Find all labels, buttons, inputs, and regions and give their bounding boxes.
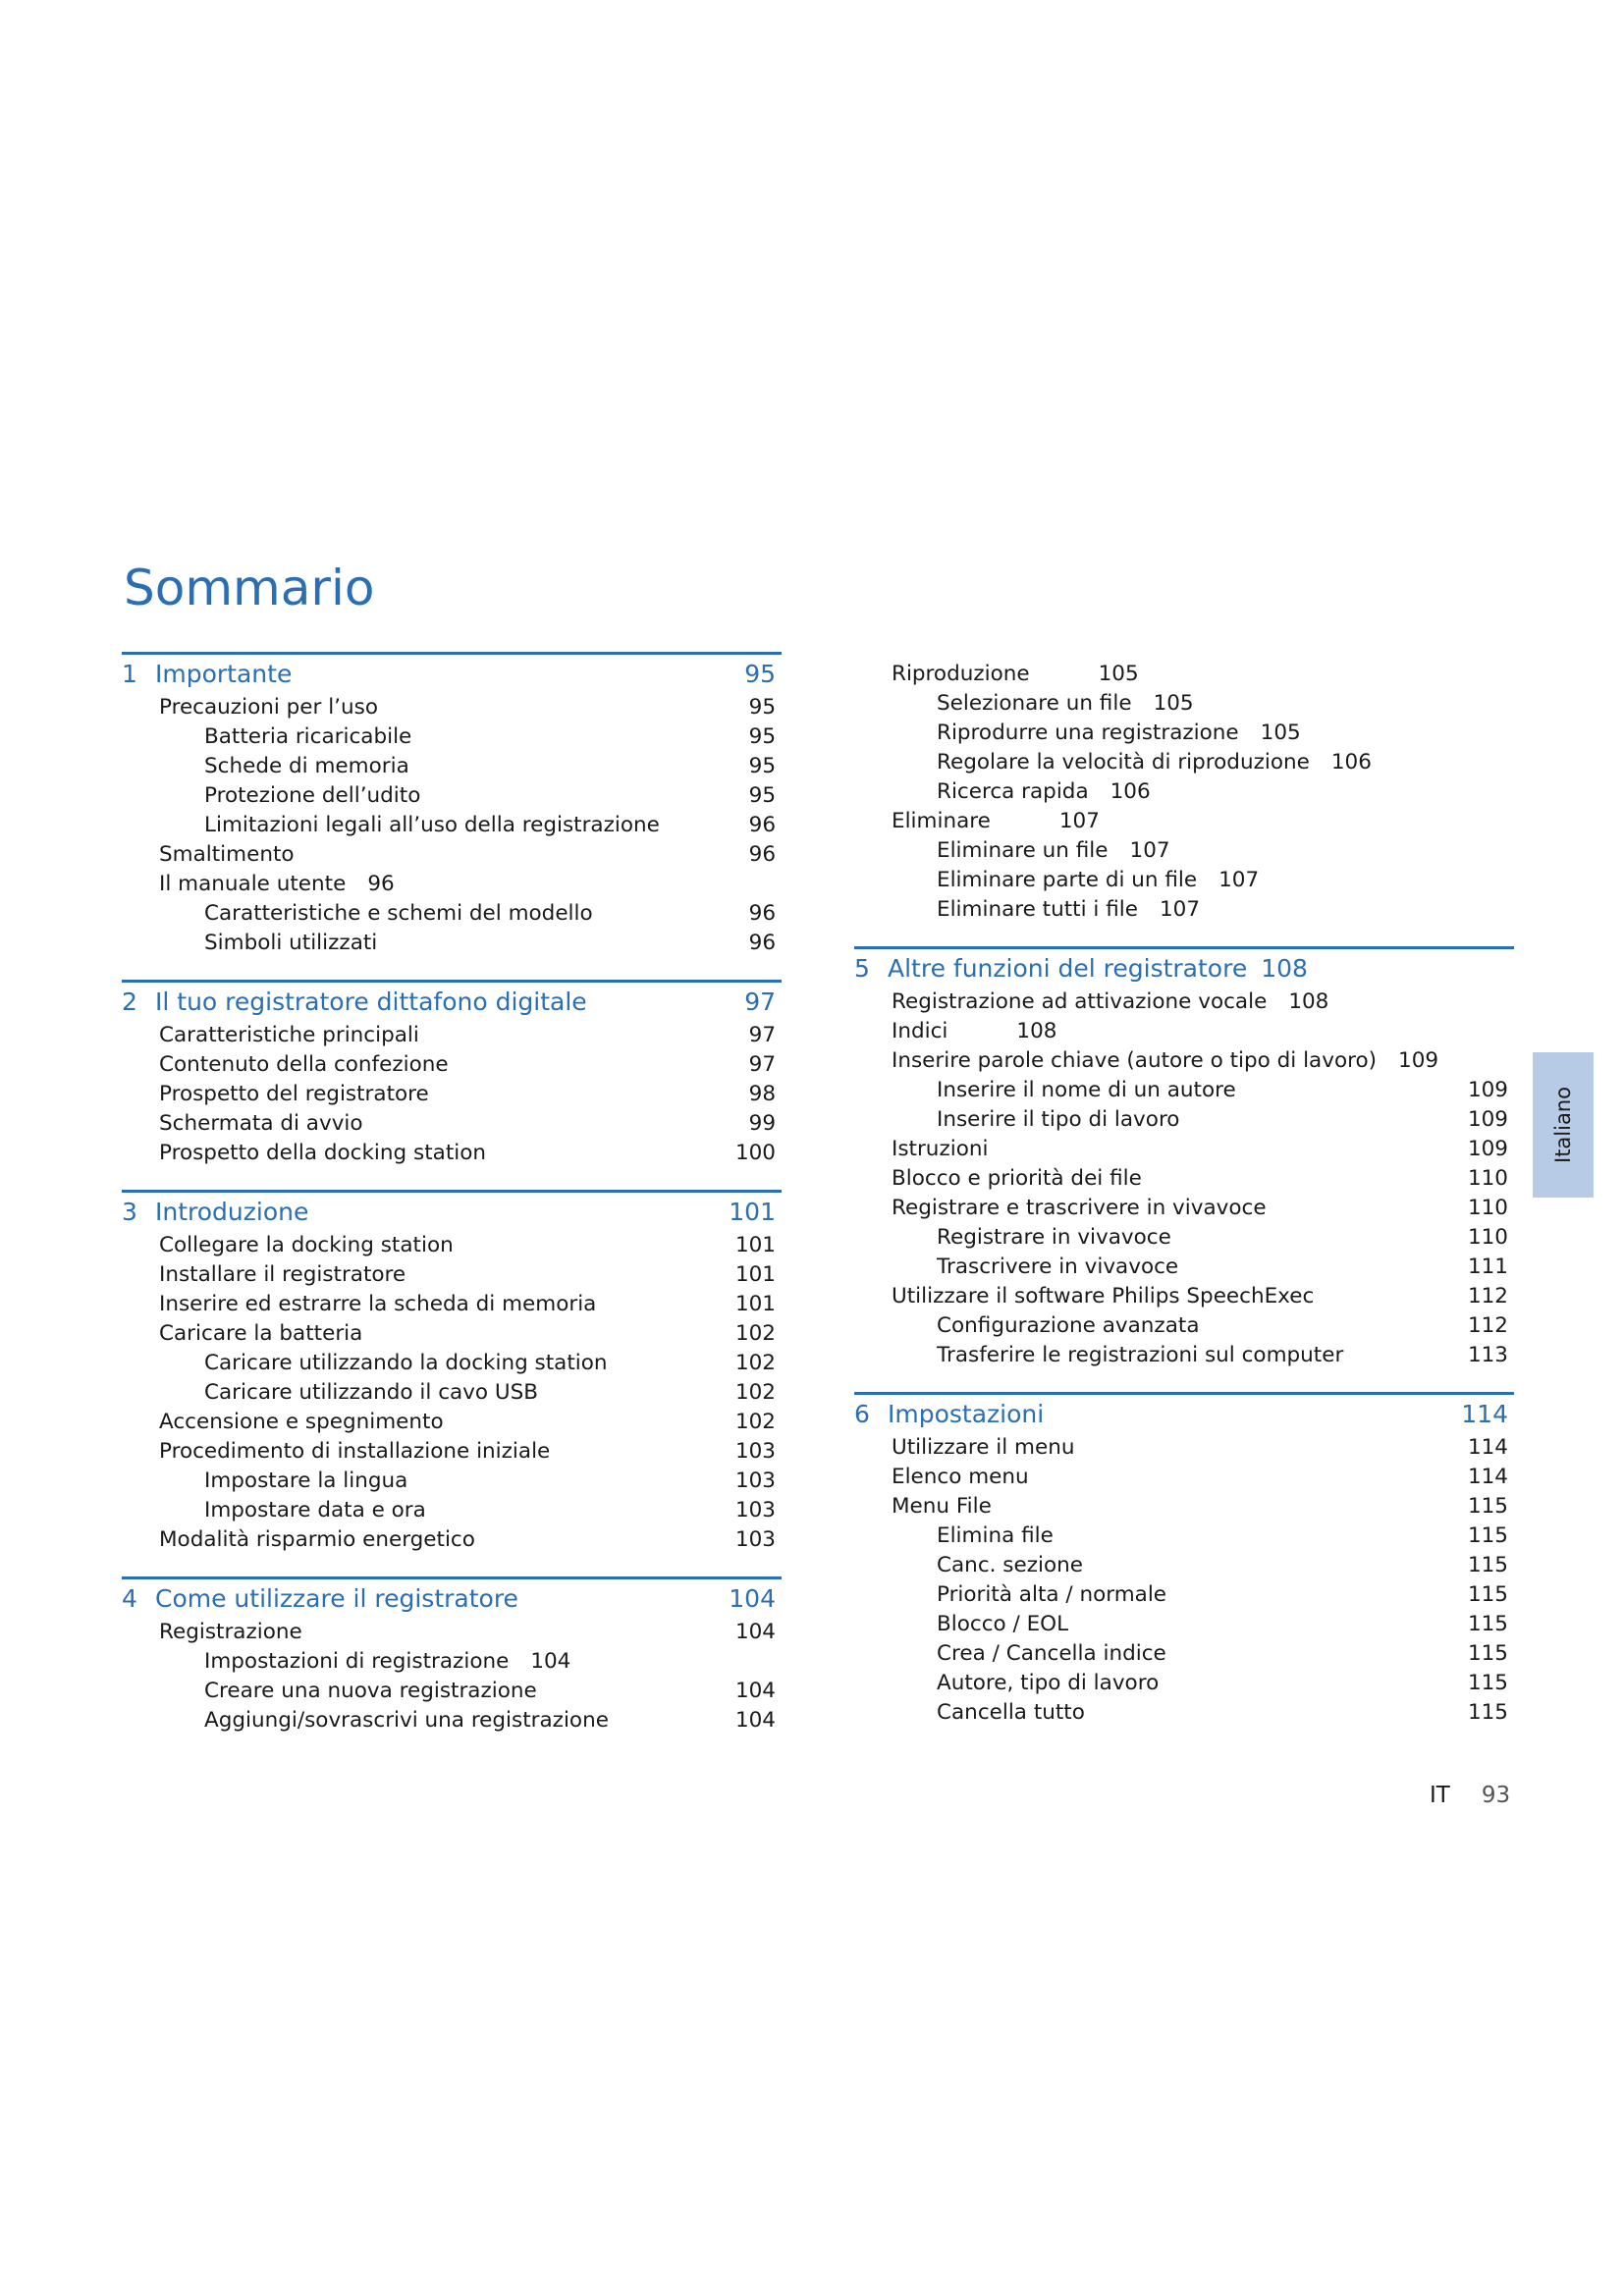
toc-entry-page: 110 [1467,1225,1508,1250]
toc-entry[interactable] [122,1706,782,1735]
toc-entry[interactable] [122,1378,782,1408]
toc-entry-page: 101 [734,1233,776,1257]
toc-entry[interactable] [122,1525,782,1555]
toc-entry[interactable] [122,1677,782,1706]
toc-entry-page: 103 [734,1468,776,1493]
toc-entry-title: Precauzioni per l’uso [159,695,378,720]
section-page: 108 [1261,954,1308,983]
toc-entry-page: 97 [748,1023,776,1047]
toc-entry[interactable] [122,1050,782,1080]
toc-entry-page: 109 [1467,1078,1508,1102]
toc-entry-page: 107 [1218,868,1260,892]
toc-entry[interactable] [854,1639,1514,1669]
toc-entry-page: 109 [1467,1137,1508,1161]
toc-entry-page: 96 [748,901,776,926]
toc-entry-page: 104 [734,1679,776,1703]
toc-entry-title: Modalità risparmio energetico [159,1527,475,1552]
toc-entry-title: Cancella tutto [937,1700,1085,1725]
toc-entry[interactable] [122,1260,782,1290]
toc-entry[interactable] [854,1433,1514,1463]
toc-entry[interactable] [122,693,782,722]
toc-entry-title: Eliminare un file [937,838,1109,863]
toc-entry-title: Priorità alta / normale [937,1582,1167,1607]
toc-entry[interactable] [122,811,782,840]
toc-entry-page: 102 [734,1380,776,1405]
toc-entry-page: 115 [1467,1523,1508,1548]
toc-entry[interactable] [854,895,1514,925]
toc-entry[interactable] [122,1467,782,1496]
toc-entry-page: 101 [734,1292,776,1316]
toc-section [122,652,782,958]
toc-entry-page: 109 [1467,1107,1508,1132]
toc-entry[interactable] [854,1164,1514,1194]
toc-entry-title: Limitazioni legali all’uso della registrazione [204,813,660,837]
toc-entry-page: 115 [1467,1612,1508,1636]
toc-entry[interactable] [122,1496,782,1525]
toc-entry[interactable] [854,1492,1514,1522]
toc-entry[interactable] [854,807,1514,836]
toc-entry[interactable] [854,1580,1514,1610]
toc-entry-page: 102 [734,1321,776,1346]
page-number: 93 [1481,1783,1511,1808]
section-number: 3 [122,1198,137,1226]
toc-entry-title: Impostare la lingua [204,1468,408,1493]
toc-entry[interactable] [854,1253,1514,1282]
toc-entry-page: 97 [748,1052,776,1077]
section-title: Importante [155,660,293,688]
toc-section-heading[interactable] [122,652,782,693]
toc-entry-page: 102 [734,1351,776,1375]
toc-entry-title: Registrare e trascrivere in vivavoce [892,1196,1267,1220]
toc-entry-title: Elimina file [937,1523,1054,1548]
toc-entry[interactable] [854,1076,1514,1105]
toc-entry[interactable] [122,840,782,870]
toc-entry-title: Ricerca rapida [937,779,1089,804]
toc-entry-page: 95 [748,724,776,749]
toc-entry[interactable] [854,866,1514,895]
section-title: Introduzione [155,1198,309,1226]
toc-entry-page: 96 [748,842,776,867]
toc-entry[interactable] [854,1551,1514,1580]
toc-entry-title: Indici [892,1019,948,1043]
toc-entry[interactable] [122,899,782,929]
toc-entry[interactable] [854,1522,1514,1551]
toc-entry-title: Eliminare parte di un file [937,868,1198,892]
toc-right-column [854,652,1514,1749]
toc-entry[interactable] [122,781,782,811]
toc-entry[interactable] [122,929,782,958]
toc-entry-page: 115 [1467,1671,1508,1695]
toc-entry-title: Utilizzare il menu [892,1435,1075,1460]
toc-entry[interactable] [122,752,782,781]
toc-entry-title: Canc. sezione [937,1553,1083,1577]
toc-entry[interactable] [854,777,1514,807]
toc-entry-title: Regolare la velocità di riproduzione [937,750,1310,774]
toc-entry[interactable] [122,870,782,899]
toc-entry[interactable] [854,1194,1514,1223]
toc-entry-page: 96 [748,931,776,955]
toc-section-heading[interactable] [854,1392,1514,1433]
toc-section-heading[interactable] [122,1576,782,1618]
toc-entry-page: 105 [1260,721,1301,745]
section-number: 2 [122,988,137,1016]
toc-entry-title: Trascrivere in vivavoce [937,1255,1179,1279]
toc-entry[interactable] [122,1080,782,1109]
toc-entry[interactable] [122,722,782,752]
toc-entry[interactable] [854,1669,1514,1698]
toc-entry-title: Il manuale utente [159,872,347,896]
toc-entry-page: 95 [748,754,776,778]
toc-entry-title: Inserire il tipo di lavoro [937,1107,1180,1132]
toc-entry[interactable] [854,660,1514,689]
section-title: Il tuo registratore dittafono digitale [155,988,587,1016]
toc-entry-page: 96 [367,872,395,896]
toc-entry-title: Blocco / EOL [937,1612,1069,1636]
toc-section-heading[interactable] [122,980,782,1021]
toc-entry-title: Accensione e spegnimento [159,1410,444,1434]
toc-continuation-list [854,660,1514,925]
toc-entry-title: Registrazione [159,1620,302,1644]
page-title: Sommario [124,560,375,616]
toc-entry[interactable] [122,1349,782,1378]
toc-entry-title: Schermata di avvio [159,1111,363,1136]
toc-entry-title: Installare il registratore [159,1262,406,1287]
toc-entry[interactable] [122,1437,782,1467]
toc-entry[interactable] [854,988,1514,1017]
toc-entry-page: 95 [748,695,776,720]
toc-entry-page: 110 [1467,1166,1508,1191]
toc-entry-page: 99 [748,1111,776,1136]
toc-entry[interactable] [854,1223,1514,1253]
toc-entry-page: 107 [1159,897,1201,922]
toc-entry-page: 107 [1129,838,1170,863]
section-page: 114 [1461,1400,1508,1428]
toc-entry-page: 104 [530,1649,571,1674]
toc-entry-title: Collegare la docking station [159,1233,454,1257]
toc-entry[interactable] [854,1311,1514,1341]
toc-left-column [122,652,782,1757]
toc-entry[interactable] [122,1231,782,1260]
toc-entry-title: Prospetto del registratore [159,1082,429,1106]
section-number: 4 [122,1584,137,1613]
toc-entry[interactable] [854,1341,1514,1370]
toc-entry-title: Menu File [892,1494,992,1519]
section-title: Come utilizzare il registratore [155,1584,518,1613]
toc-entry-page: 109 [1398,1048,1439,1073]
toc-entry[interactable] [854,1017,1514,1046]
toc-entry[interactable] [122,1021,782,1050]
toc-entry-page: 100 [734,1141,776,1165]
toc-entry-title: Selezionare un file [937,691,1132,716]
toc-entry-page: 105 [1153,691,1194,716]
toc-section [122,1190,782,1555]
toc-entry-page: 113 [1467,1343,1508,1367]
toc-entry[interactable] [854,1046,1514,1076]
section-page: 95 [744,660,776,688]
toc-entry-page: 115 [1467,1700,1508,1725]
toc-entry-title: Caratteristiche e schemi del modello [204,901,593,926]
toc-entry-title: Simboli utilizzati [204,931,378,955]
toc-entry[interactable] [122,1647,782,1677]
toc-entry-title: Crea / Cancella indice [937,1641,1166,1666]
toc-entry-page: 103 [734,1439,776,1464]
section-title: Altre funzioni del registratore [888,954,1248,983]
toc-entry-page: 114 [1467,1435,1508,1460]
toc-entry-title: Creare una nuova registrazione [204,1679,537,1703]
toc-entry-title: Registrare in vivavoce [937,1225,1171,1250]
toc-entry-title: Prospetto della docking station [159,1141,487,1165]
toc-entry-title: Batteria ricaricabile [204,724,412,749]
toc-entry-page: 112 [1467,1313,1508,1338]
language-tab-label: Italiano [1551,1087,1575,1163]
toc-entry-title: Trasferire le registrazioni sul computer [937,1343,1344,1367]
toc-section-heading[interactable] [122,1190,782,1231]
toc-entry[interactable] [854,1610,1514,1639]
toc-entry-title: Registrazione ad attivazione vocale [892,989,1268,1014]
toc-entry-title: Schede di memoria [204,754,409,778]
section-number: 5 [854,954,870,983]
toc-entry[interactable] [122,1618,782,1647]
toc-entry[interactable] [854,689,1514,719]
toc-entry[interactable] [854,1463,1514,1492]
toc-entry-page: 103 [734,1498,776,1522]
toc-entry-title: Caricare utilizzando il cavo USB [204,1380,539,1405]
page-footer [1430,1783,1510,1808]
toc-entry[interactable] [854,1105,1514,1135]
toc-entry[interactable] [854,836,1514,866]
toc-section-heading[interactable] [854,946,1514,988]
toc-entry-page: 114 [1467,1465,1508,1489]
toc-entry-page: 108 [1016,1019,1057,1043]
toc-entry-page: 103 [734,1527,776,1552]
toc-section [854,1392,1514,1728]
toc-entry-page: 106 [1330,750,1372,774]
toc-entry-title: Eliminare [892,809,991,833]
toc-entry[interactable] [854,719,1514,748]
toc-entry-page: 108 [1288,989,1329,1014]
toc-entry-title: Istruzioni [892,1137,989,1161]
toc-entry-page: 106 [1110,779,1151,804]
toc-entry-title: Impostazioni di registrazione [204,1649,510,1674]
toc-entry-page: 96 [748,813,776,837]
toc-entry-page: 112 [1467,1284,1508,1308]
toc-entry[interactable] [122,1139,782,1168]
toc-entry-title: Procedimento di installazione iniziale [159,1439,551,1464]
toc-entry-page: 104 [734,1620,776,1644]
toc-entry-title: Caricare utilizzando la docking station [204,1351,608,1375]
toc-section [122,1576,782,1735]
toc-entry-title: Inserire ed estrarre la scheda di memoria [159,1292,597,1316]
language-tab [1533,1052,1594,1198]
toc-entry-title: Inserire parole chiave (autore o tipo di lavoro) [892,1048,1378,1073]
toc-entry-title: Riprodurre una registrazione [937,721,1239,745]
toc-entry-page: 102 [734,1410,776,1434]
toc-entry-title: Contenuto della confezione [159,1052,449,1077]
toc-entry-page: 105 [1098,662,1139,686]
toc-entry-page: 115 [1467,1553,1508,1577]
section-number: 1 [122,660,137,688]
section-number: 6 [854,1400,870,1428]
toc-entry-page: 110 [1467,1196,1508,1220]
toc-entry-title: Aggiungi/sovrascrivi una registrazione [204,1708,609,1733]
toc-entry[interactable] [122,1109,782,1139]
toc-entry-title: Utilizzare il software Philips SpeechExec [892,1284,1315,1308]
toc-entry-page: 101 [734,1262,776,1287]
toc-entry[interactable] [122,1290,782,1319]
toc-entry-page: 95 [748,783,776,808]
toc-entry-title: Caratteristiche principali [159,1023,419,1047]
toc-section [122,980,782,1168]
toc-entry-page: 115 [1467,1582,1508,1607]
toc-entry-title: Riproduzione [892,662,1030,686]
section-page: 104 [729,1584,776,1613]
toc-entry-page: 111 [1467,1255,1508,1279]
toc-entry[interactable] [854,1698,1514,1728]
toc-entry[interactable] [122,1319,782,1349]
toc-entry-page: 115 [1467,1494,1508,1519]
toc-entry[interactable] [854,748,1514,777]
toc-entry-title: Smaltimento [159,842,295,867]
footer-lang: IT [1430,1783,1450,1808]
toc-entry[interactable] [122,1408,782,1437]
toc-entry-page: 107 [1058,809,1100,833]
toc-entry-page: 115 [1467,1641,1508,1666]
toc-entry-page: 104 [734,1708,776,1733]
toc-entry-page: 98 [748,1082,776,1106]
toc-entry-title: Caricare la batteria [159,1321,363,1346]
toc-entry-title: Impostare data e ora [204,1498,426,1522]
section-title: Impostazioni [888,1400,1045,1428]
toc-entry-title: Blocco e priorità dei file [892,1166,1142,1191]
toc-entry[interactable] [854,1135,1514,1164]
toc-entry-title: Elenco menu [892,1465,1029,1489]
toc-entry-title: Configurazione avanzata [937,1313,1200,1338]
toc-section [854,946,1514,1370]
toc-entry-title: Protezione dell’udito [204,783,421,808]
toc-entry-title: Autore, tipo di lavoro [937,1671,1160,1695]
toc-entry-title: Inserire il nome di un autore [937,1078,1236,1102]
toc-entry[interactable] [854,1282,1514,1311]
section-page: 101 [729,1198,776,1226]
toc-entry-title: Eliminare tutti i file [937,897,1138,922]
section-page: 97 [744,988,776,1016]
